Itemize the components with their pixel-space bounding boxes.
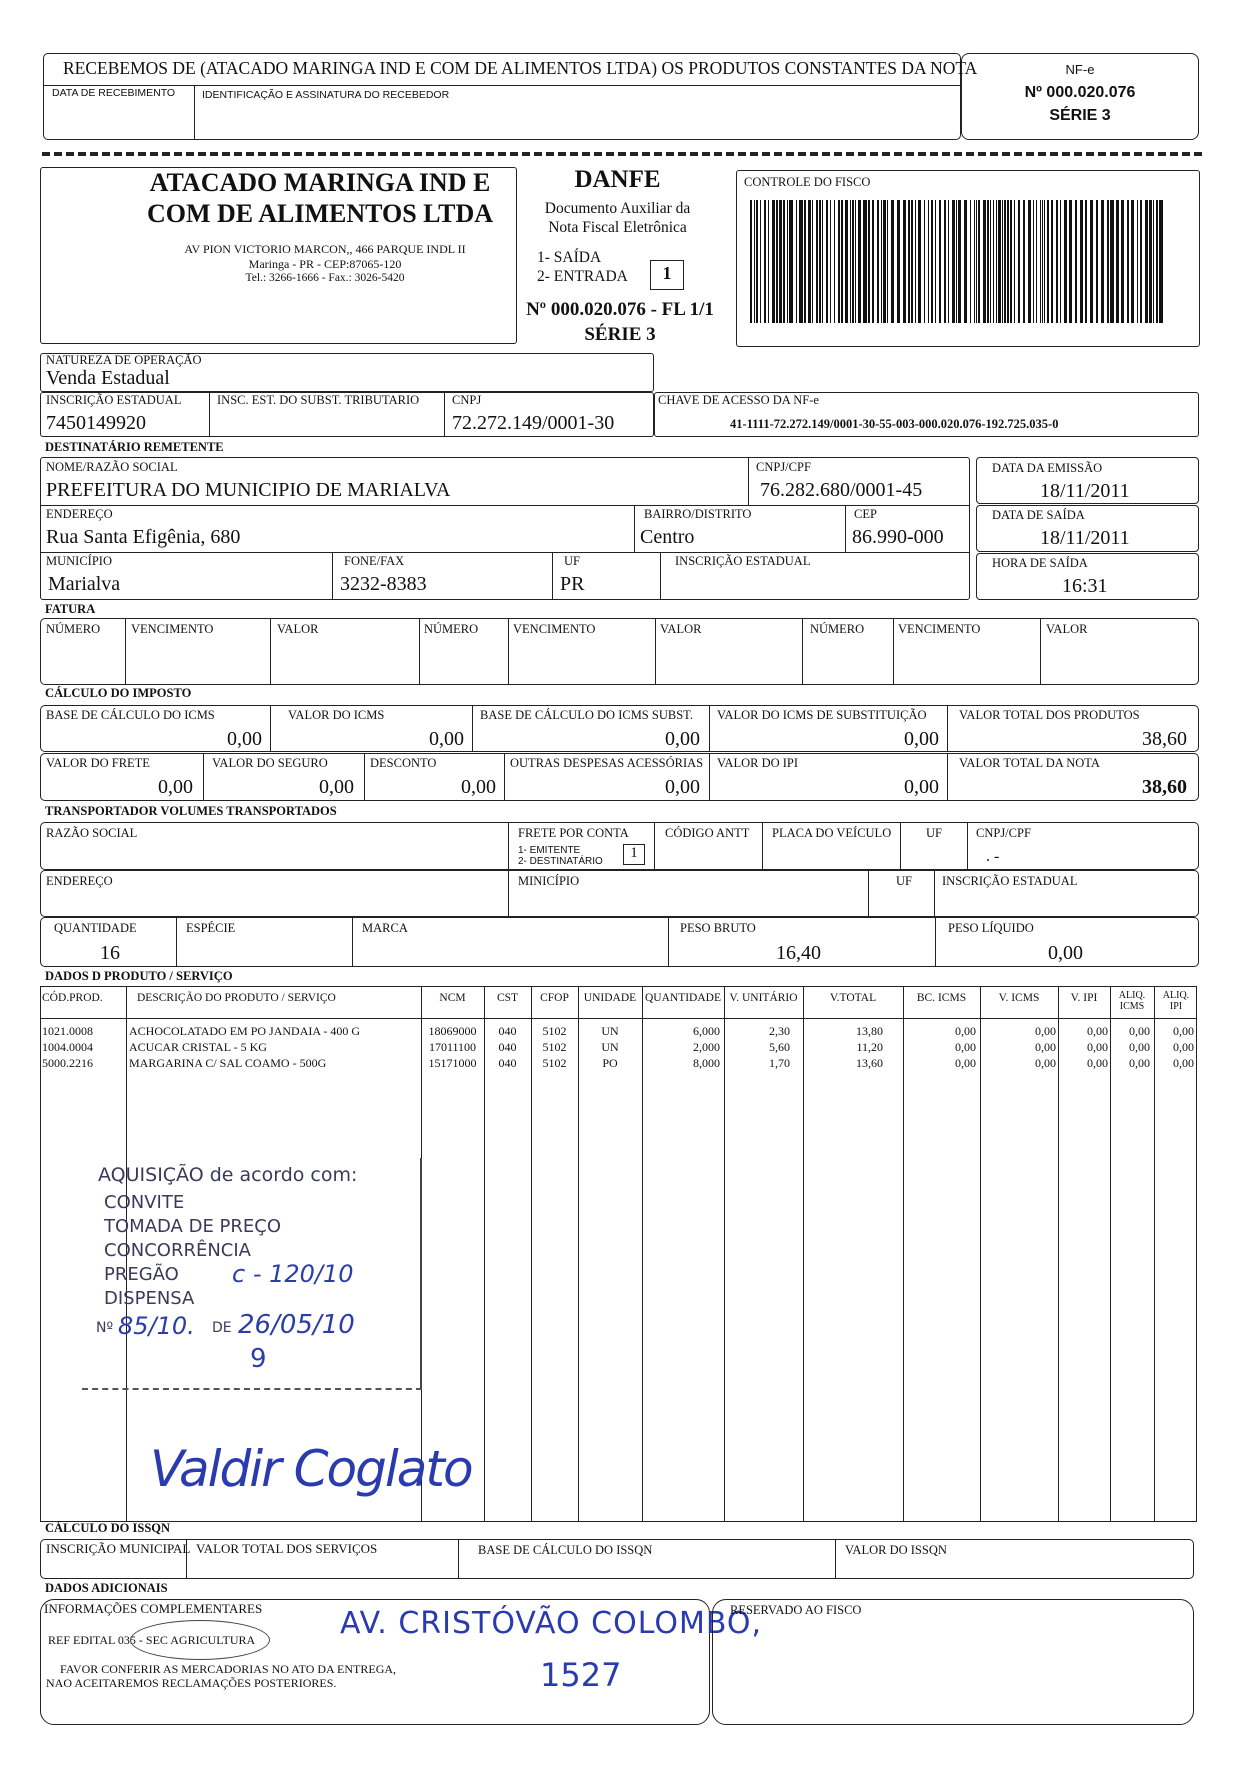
saida-label: DATA DE SAÍDA [992, 508, 1085, 522]
danfe-title: DANFE [574, 166, 661, 193]
base-icms-label: BASE DE CÁLCULO DO ICMS [46, 708, 215, 722]
issqn-valor-label: VALOR DO ISSQN [845, 1543, 947, 1557]
fatura-valor-3: VALOR [1046, 622, 1088, 636]
fatura-section: FATURA [45, 602, 96, 616]
cell-aliq-icms: 0,00 [1129, 1024, 1150, 1038]
cut-line [42, 152, 1202, 156]
fatura-valor-2: VALOR [660, 622, 702, 636]
danfe-option-saida: 1- SAÍDA [537, 249, 602, 266]
fatura-venc-1: VENCIMENTO [131, 622, 214, 636]
transp-uf-label: UF [926, 826, 942, 840]
issuer-name-2: COM DE ALIMENTOS LTDA [146, 199, 494, 228]
fatura-numero-1: NÚMERO [46, 622, 101, 636]
cell-ncm: 18069000 [428, 1024, 477, 1038]
fisco-label: CONTROLE DO FISCO [744, 175, 871, 189]
chave-value: 41-1111-72.272.149/0001-30-55-003-000.020.076-192.725.035-0 [730, 417, 1059, 431]
stamp-no-prefix: Nº [96, 1320, 114, 1336]
transp-cnpj-label: CNPJ/CPF [976, 826, 1031, 840]
col-quantidade: QUANTIDADE [644, 992, 721, 1004]
signature: Valdir Coglato [150, 1440, 472, 1498]
cell-aliq-ipi: 0,00 [1173, 1024, 1194, 1038]
emissao-label: DATA DA EMISSÃO [992, 461, 1103, 475]
total-nota: 38,60 [1142, 776, 1187, 798]
cell-aliq-ipi: 0,00 [1173, 1056, 1194, 1070]
danfe-option-entrada: 2- ENTRADA [537, 268, 628, 285]
ipi: 0,00 [904, 776, 939, 798]
cell-v-unitario: 5,60 [769, 1040, 790, 1054]
saida-value: 18/11/2011 [1040, 527, 1130, 549]
cell-aliq-icms: 0,00 [1129, 1040, 1150, 1054]
total-produtos-label: VALOR TOTAL DOS PRODUTOS [959, 708, 1140, 722]
cell-unidade: UN [601, 1024, 619, 1038]
valor-st-label: VALOR DO ICMS DE SUBSTITUIÇÃO [717, 708, 927, 722]
info-note-2: NAO ACEITAREMOS RECLAMAÇÕES POSTERIORES. [46, 1676, 337, 1690]
cell-desc: ACHOCOLATADO EM PO JANDAIA - 400 G [129, 1024, 361, 1038]
cell-desc: ACUCAR CRISTAL - 5 KG [129, 1040, 267, 1054]
stamp-de: DE [212, 1320, 232, 1336]
base-st-label: BASE DE CÁLCULO DO ICMS SUBST. [480, 708, 693, 722]
danfe-type: 1 [662, 263, 672, 283]
stamp-pregao-hand: c - 120/10 [232, 1260, 354, 1288]
fisco-reserved-label: RESERVADO AO FISCO [730, 1603, 862, 1617]
emissao-value: 18/11/2011 [1040, 480, 1130, 502]
issqn-im-label: INSCRIÇÃO MUNICIPAL [46, 1541, 191, 1556]
cell-v-ipi: 0,00 [1087, 1024, 1108, 1038]
transp-frete-label: FRETE POR CONTA [518, 826, 629, 840]
valor-icms-label: VALOR DO ICMS [288, 708, 385, 722]
danfe-sub-2: Nota Fiscal Eletrônica [548, 219, 687, 236]
dest-cnpj-label: CNPJ/CPF [756, 460, 811, 474]
dest-end: Rua Santa Efigênia, 680 [46, 526, 241, 548]
transp-peso-liq: 0,00 [1048, 942, 1083, 964]
stamp-line1: AQUISIÇÃO de acordo com: [98, 1164, 358, 1186]
cell-unidade: PO [602, 1056, 618, 1070]
danfe-serie: SÉRIE 3 [584, 324, 656, 345]
dest-section: DESTINATÁRIO REMETENTE [45, 440, 224, 454]
cell-ncm: 15171000 [428, 1056, 477, 1070]
receipt-serie: SÉRIE 3 [1049, 107, 1111, 124]
transp-placa-label: PLACA DO VEÍCULO [772, 826, 892, 840]
issqn-base-label: BASE DE CÁLCULO DO ISSQN [478, 1543, 653, 1557]
stamp-date-hand: 26/05/10 [238, 1310, 355, 1340]
dest-cnpj: 76.282.680/0001-45 [760, 479, 923, 501]
cell-bc-icms: 0,00 [955, 1056, 976, 1070]
stamp-dispensa: DISPENSA [104, 1288, 195, 1309]
transp-peso-liq-label: PESO LÍQUIDO [948, 921, 1034, 935]
dest-uf-label: UF [564, 554, 580, 568]
dest-nome-label: NOME/RAZÃO SOCIAL [46, 460, 178, 474]
cell-cst: 040 [498, 1024, 517, 1038]
issuer-phone: Tel.: 3266-1666 - Fax.: 3026-5420 [245, 272, 405, 284]
cell-cst: 040 [498, 1056, 517, 1070]
cell-aliq-ipi: 0,00 [1173, 1040, 1194, 1054]
transp-ie-label: INSCRIÇÃO ESTADUAL [942, 874, 1078, 888]
col-v-total: V.TOTAL [829, 992, 877, 1004]
transp-section: TRANSPORTADOR VOLUMES TRANSPORTADOS [45, 804, 337, 818]
hand-address-1: AV. CRISTÓVÃO COLOMBO, [340, 1606, 763, 1641]
dest-fone: 3232-8383 [340, 573, 427, 595]
transp-antt-label: CÓDIGO ANTT [665, 826, 750, 840]
cell-cod: 5000.2216 [42, 1056, 93, 1070]
cell-cod: 1021.0008 [42, 1024, 93, 1038]
adicionais-section: DADOS ADICIONAIS [45, 1581, 168, 1595]
cell-cfop: 5102 [542, 1040, 567, 1054]
transp-marca-label: MARCA [362, 921, 408, 935]
col-v-unitario: V. UNITÁRIO [729, 992, 798, 1004]
cell-cfop: 5102 [542, 1024, 567, 1038]
issuer-address: AV PION VICTORIO MARCON,, 466 PARQUE INDL II [184, 242, 466, 256]
dest-cep-label: CEP [854, 507, 877, 521]
stamp-no-hand: 85/10. [118, 1312, 195, 1340]
transp-frete-opt2: 2- DESTINATÁRIO [518, 856, 603, 867]
natureza-value: Venda Estadual [46, 367, 170, 389]
outras-label: OUTRAS DESPESAS ACESSÓRIAS [510, 756, 704, 770]
transp-qtd: 16 [100, 942, 120, 964]
issuer-name-1: ATACADO MARINGA IND E [149, 168, 491, 197]
fatura-venc-3: VENCIMENTO [898, 622, 981, 636]
transp-cnpj: . - [986, 848, 1000, 865]
stamp-hand-9: 9 [250, 1344, 267, 1374]
cell-cfop: 5102 [542, 1056, 567, 1070]
cnpj-label: CNPJ [452, 393, 482, 407]
outras: 0,00 [665, 776, 700, 798]
dest-end-label: ENDEREÇO [46, 507, 113, 521]
col-ncm: NCM [439, 992, 466, 1004]
cell-v-icms: 0,00 [1035, 1024, 1056, 1038]
transp-razao-label: RAZÃO SOCIAL [46, 826, 138, 840]
cell-v-total: 13,80 [856, 1024, 883, 1038]
receipt-nfe: NF-e [1065, 62, 1095, 77]
cell-v-ipi: 0,00 [1087, 1040, 1108, 1054]
acquisition-stamp [82, 1158, 422, 1390]
cell-v-icms: 0,00 [1035, 1056, 1056, 1070]
produtos-section: DADOS D PRODUTO / SERVIÇO [45, 969, 233, 983]
chave-label: CHAVE DE ACESSO DA NF-e [658, 393, 819, 407]
dest-bairro-label: BAIRRO/DISTRITO [644, 507, 752, 521]
valor-st: 0,00 [904, 728, 939, 750]
cell-cod: 1004.0004 [42, 1040, 93, 1054]
dest-mun: Marialva [48, 573, 121, 595]
cell-v-unitario: 2,30 [769, 1024, 790, 1038]
receipt-number: Nº 000.020.076 [1024, 84, 1136, 101]
col-aliq-ipi: ALIQ. IPI [1162, 990, 1190, 1012]
ipi-label: VALOR DO IPI [717, 756, 799, 770]
transp-frete-opt1: 1- EMITENTE [518, 845, 581, 856]
cell-quantidade: 6,000 [693, 1024, 720, 1038]
col-unidade: UNIDADE [583, 992, 637, 1004]
transp-end-label: ENDEREÇO [46, 874, 113, 888]
stamp-tomada: TOMADA DE PREÇO [104, 1216, 282, 1237]
imposto-section: CÁLCULO DO IMPOSTO [45, 686, 192, 700]
transp-peso-bruto: 16,40 [776, 942, 821, 964]
col-cod: CÓD.PROD. [42, 992, 103, 1004]
fatura-box [40, 618, 1199, 685]
transp-peso-bruto-label: PESO BRUTO [680, 921, 756, 935]
stamp-concorrencia: CONCORRÊNCIA [104, 1240, 251, 1261]
receipt-header: RECEBEMOS DE (ATACADO MARINGA IND E COM DE ALIMENTOS LTDA) OS PRODUTOS CONSTANTES DA NOTA [63, 58, 978, 78]
desconto: 0,00 [461, 776, 496, 798]
cell-quantidade: 8,000 [693, 1056, 720, 1070]
transp-especie-label: ESPÉCIE [186, 921, 236, 935]
hora-label: HORA DE SAÍDA [992, 556, 1088, 570]
transp-qtd-label: QUANTIDADE [54, 921, 137, 935]
hand-address-2: 1527 [540, 1656, 622, 1694]
cell-unidade: UN [601, 1040, 619, 1054]
col-desc: DESCRIÇÃO DO PRODUTO / SERVIÇO [137, 992, 336, 1004]
cell-bc-icms: 0,00 [955, 1040, 976, 1054]
dest-bairro: Centro [640, 526, 695, 548]
barcode-graphic [750, 200, 1168, 323]
barcode [750, 200, 1168, 323]
fatura-numero-3: NÚMERO [810, 622, 865, 636]
info-note-1: FAVOR CONFERIR AS MERCADORIAS NO ATO DA ENTREGA, [60, 1662, 397, 1676]
ie-label: INSCRIÇÃO ESTADUAL [46, 393, 182, 407]
ie-value: 7450149920 [46, 412, 146, 434]
col-v-icms: V. ICMS [998, 992, 1040, 1004]
cell-v-ipi: 0,00 [1087, 1056, 1108, 1070]
issqn-total-label: VALOR TOTAL DOS SERVIÇOS [196, 1541, 378, 1556]
transp-uf2-label: UF [896, 874, 912, 888]
cell-ncm: 17011100 [428, 1040, 477, 1054]
dest-uf: PR [560, 573, 585, 595]
danfe-number: Nº 000.020.076 - FL 1/1 [526, 299, 714, 320]
issuer-city: Maringa - PR - CEP:87065-120 [248, 257, 402, 271]
col-cst: CST [496, 992, 519, 1004]
base-st: 0,00 [665, 728, 700, 750]
cell-v-total: 13,60 [856, 1056, 883, 1070]
transp-frete-value: 1 [630, 845, 638, 861]
col-aliq-icms: ALIQ. ICMS [1118, 990, 1146, 1012]
col-bc-icms: BC. ICMS [916, 992, 967, 1004]
natureza-label: NATUREZA DE OPERAÇÃO [46, 353, 202, 367]
cell-aliq-icms: 0,00 [1129, 1056, 1150, 1070]
cell-cst: 040 [498, 1040, 517, 1054]
transp-mun-label: MINICÍPIO [518, 874, 580, 888]
fatura-numero-2: NÚMERO [424, 622, 479, 636]
seguro-label: VALOR DO SEGURO [212, 756, 328, 770]
ie-st-label: INSC. EST. DO SUBST. TRIBUTARIO [217, 393, 420, 407]
cell-bc-icms: 0,00 [955, 1024, 976, 1038]
frete-label: VALOR DO FRETE [46, 756, 150, 770]
receipt-date-label: DATA DE RECEBIMENTO [52, 87, 176, 99]
danfe-sub-1: Documento Auxiliar da [544, 200, 691, 217]
valor-icms: 0,00 [429, 728, 464, 750]
cell-v-unitario: 1,70 [769, 1056, 790, 1070]
issqn-section: CÁLCULO DO ISSQN [45, 1521, 171, 1535]
total-nota-label: VALOR TOTAL DA NOTA [959, 756, 1100, 770]
dest-fone-label: FONE/FAX [344, 554, 405, 568]
fatura-venc-2: VENCIMENTO [513, 622, 596, 636]
stamp-pregao: PREGÃO [104, 1264, 179, 1285]
dest-ie-label: INSCRIÇÃO ESTADUAL [675, 554, 811, 568]
dest-mun-label: MUNICÍPIO [46, 554, 112, 568]
col-cfop: CFOP [540, 992, 569, 1004]
dest-cep: 86.990-000 [852, 526, 944, 548]
info-ref: REF EDITAL 035 - SEC AGRICULTURA [48, 1633, 256, 1647]
dest-nome: PREFEITURA DO MUNICIPIO DE MARIALVA [46, 479, 451, 501]
col-v-ipi: V. IPI [1070, 992, 1098, 1004]
info-ref-circle [130, 1620, 270, 1660]
receipt-id-label: IDENTIFICAÇÃO E ASSINATURA DO RECEBEDOR [202, 89, 450, 101]
fatura-valor-1: VALOR [277, 622, 319, 636]
cell-v-icms: 0,00 [1035, 1040, 1056, 1054]
total-produtos: 38,60 [1142, 728, 1187, 750]
cell-v-total: 11,20 [856, 1040, 883, 1054]
frete: 0,00 [158, 776, 193, 798]
info-label: INFORMAÇÕES COMPLEMENTARES [44, 1601, 263, 1616]
cell-quantidade: 2,000 [693, 1040, 720, 1054]
desconto-label: DESCONTO [370, 756, 437, 770]
cnpj-value: 72.272.149/0001-30 [452, 412, 615, 434]
seguro: 0,00 [319, 776, 354, 798]
stamp-convite: CONVITE [104, 1192, 185, 1213]
hora-value: 16:31 [1062, 575, 1108, 597]
cell-desc: MARGARINA C/ SAL COAMO - 500G [129, 1056, 327, 1070]
base-icms: 0,00 [227, 728, 262, 750]
